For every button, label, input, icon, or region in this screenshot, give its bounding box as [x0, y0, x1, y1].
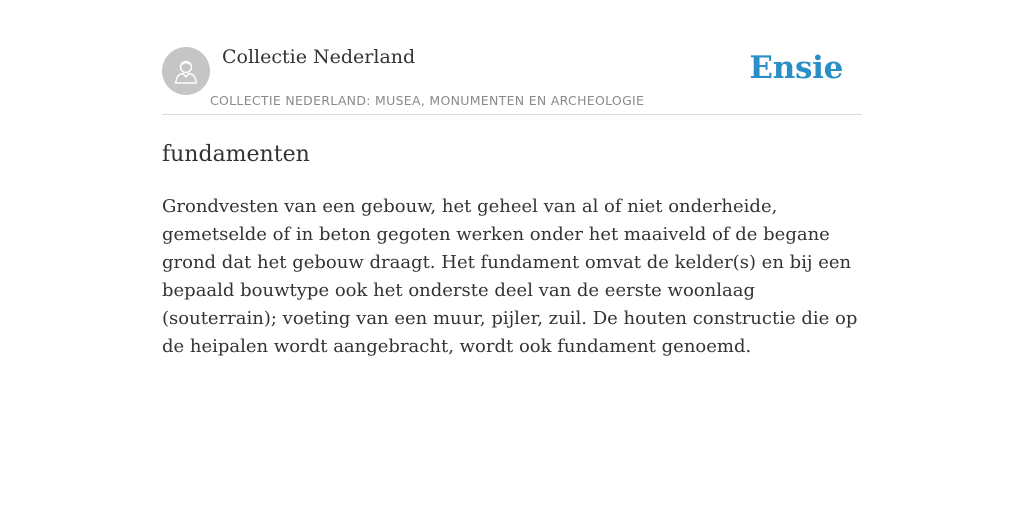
author-avatar[interactable]: [162, 47, 210, 95]
entry-card: [162, 0, 862, 361]
user-avatar-icon: [171, 56, 201, 86]
collection-subtitle[interactable]: COLLECTIE NEDERLAND: MUSEA, MONUMENTEN EN ARCHEOLOGIE: [210, 93, 645, 108]
entry-header: [162, 0, 862, 115]
entry-definition: Grondvesten van een gebouw, het geheel van al of niet onderheide, gemetselde of in beton gegoten werken onder het maaiveld of de begane grond dat het gebouw draagt. Het fundament omvat de kelder(s) en bij een bepaald bouwtype ook het onderste deel van de eerste woonlaag (souterrain); voeting van een muur, pijler, zuil. De houten constructie die op de heipalen wordt aangebracht, wordt ook fundament genoemd.: [162, 196, 858, 357]
author-name[interactable]: Collectie Nederland: [222, 46, 416, 68]
ensie-logo[interactable]: Ensie: [749, 50, 843, 86]
entry-term: fundamenten: [162, 142, 310, 167]
